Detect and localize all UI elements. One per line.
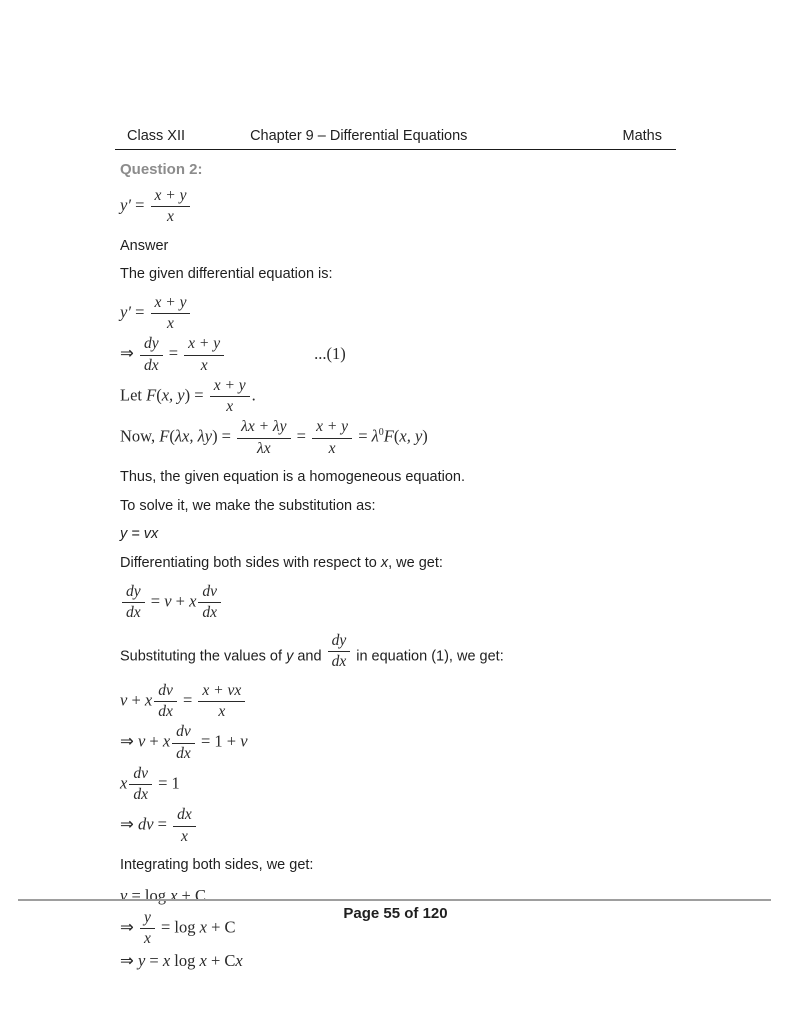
text-run: + C bbox=[177, 885, 206, 905]
text-paragraph bbox=[120, 857, 691, 874]
text-run: v bbox=[137, 731, 146, 751]
text-paragraph bbox=[120, 498, 691, 515]
text-run: = bbox=[130, 195, 149, 215]
text-run: x, y bbox=[399, 427, 423, 447]
fraction: $\frac{\lambda x + \lambda y}{\lambda x}$ bbox=[237, 419, 290, 457]
text-run: = bbox=[130, 302, 149, 322]
text-run: y′ bbox=[120, 302, 131, 322]
text-paragraph bbox=[120, 555, 691, 572]
text-run: x bbox=[199, 917, 207, 937]
math-line bbox=[120, 188, 691, 226]
fraction: $\frac{dv}{dx}$ bbox=[198, 584, 221, 622]
text-run: = bbox=[164, 343, 183, 363]
text-run: x, y bbox=[161, 385, 185, 405]
text-run: λ bbox=[371, 427, 379, 447]
math-line bbox=[120, 683, 691, 721]
math-line bbox=[120, 724, 691, 762]
fraction: $\frac{x + y}{x}$ bbox=[312, 419, 352, 457]
text-run: ⇒ bbox=[120, 814, 138, 834]
fraction: $\frac{dy}{dx}$ bbox=[328, 633, 351, 671]
text-run: y bbox=[137, 951, 146, 971]
question-content bbox=[120, 157, 691, 975]
text-run: F bbox=[146, 385, 157, 405]
text-run: x bbox=[380, 555, 389, 572]
text-run: y bbox=[286, 648, 294, 665]
text-run: ⇒ bbox=[120, 917, 138, 937]
math-line bbox=[120, 419, 691, 457]
math-line bbox=[120, 807, 691, 845]
text-run: F bbox=[159, 427, 170, 447]
text-paragraph bbox=[120, 526, 691, 543]
fraction: $\frac{x + y}{x}$ bbox=[184, 336, 224, 374]
text-run: log bbox=[170, 951, 200, 971]
text-run: v bbox=[240, 731, 248, 751]
text-run: ( bbox=[156, 385, 162, 405]
text-run: = bbox=[354, 427, 372, 447]
text-paragraph bbox=[120, 633, 691, 671]
text-run: λx, λy bbox=[174, 427, 213, 447]
text-run: = bbox=[292, 427, 311, 447]
math-line bbox=[120, 336, 691, 374]
fraction: $\frac{x + y}{x}$ bbox=[151, 295, 191, 333]
fraction: $\frac{dx}{x}$ bbox=[173, 807, 196, 845]
text-paragraph bbox=[120, 469, 691, 486]
text-paragraph bbox=[120, 266, 691, 283]
math-line bbox=[120, 766, 691, 804]
text-run: x bbox=[162, 951, 171, 971]
text-run: Integrating both sides, we get: bbox=[120, 856, 314, 873]
text-run: + bbox=[145, 731, 163, 751]
text-run: x bbox=[235, 951, 243, 971]
equation-number: ...(1) bbox=[314, 343, 346, 363]
text-run: Substituting the values of bbox=[120, 648, 287, 665]
text-run: ) = bbox=[212, 427, 236, 447]
text-run: F bbox=[383, 427, 394, 447]
text-run: + C bbox=[206, 951, 236, 971]
text-run: + C bbox=[206, 917, 236, 937]
text-run: To solve it, we make the substitution as: bbox=[120, 497, 376, 514]
text-run: x bbox=[162, 731, 171, 751]
text-run: ⇒ bbox=[120, 343, 138, 363]
text-run: ⇒ bbox=[120, 951, 138, 971]
text-run: , we get: bbox=[388, 555, 443, 572]
text-run: Differentiating both sides with respect to bbox=[120, 555, 381, 572]
footer-divider bbox=[18, 899, 771, 901]
text-run: = 1 + bbox=[196, 731, 241, 751]
text-run: Answer bbox=[120, 237, 169, 254]
text-run: dv bbox=[137, 814, 154, 834]
math-line bbox=[120, 886, 691, 906]
text-run: v bbox=[120, 885, 128, 905]
text-run: Let bbox=[120, 385, 147, 405]
text-run: x bbox=[120, 773, 128, 793]
header-class-label: Class XII bbox=[127, 128, 186, 144]
superscript: 0 bbox=[378, 427, 384, 439]
math-line bbox=[120, 295, 691, 333]
text-run: and bbox=[293, 648, 326, 665]
text-run: x bbox=[189, 591, 197, 611]
fraction: $\frac{x + y}{x}$ bbox=[151, 188, 191, 226]
header-chapter-title: Chapter 9 – Differential Equations bbox=[250, 128, 468, 144]
text-run: Thus, the given equation is a homogeneous equation. bbox=[120, 469, 466, 485]
text-run: + bbox=[171, 591, 190, 611]
fraction: $\frac{dv}{dx}$ bbox=[154, 683, 177, 721]
text-run: = log bbox=[127, 885, 171, 905]
text-run: x bbox=[144, 690, 153, 710]
page-number: Page 55 of 120 bbox=[343, 905, 448, 922]
text-run: v bbox=[120, 690, 128, 710]
math-line bbox=[120, 951, 691, 971]
math-line bbox=[120, 584, 691, 622]
text-run: + bbox=[127, 690, 145, 710]
text-run: ( bbox=[393, 427, 400, 447]
text-run: = bbox=[153, 814, 172, 834]
text-run: = bbox=[178, 690, 197, 710]
fraction: $\frac{x + vx}{x}$ bbox=[198, 683, 245, 721]
text-run: in equation (1), we get: bbox=[352, 648, 504, 665]
text-run: ( bbox=[169, 427, 175, 447]
fraction: $\frac{dv}{dx}$ bbox=[129, 766, 152, 804]
fraction: $\frac{dv}{dx}$ bbox=[172, 724, 195, 762]
text-run: ⇒ bbox=[120, 731, 138, 751]
question-label: Question 2: bbox=[120, 161, 203, 178]
text-run: ) bbox=[422, 427, 428, 447]
math-line bbox=[120, 378, 691, 416]
page-header bbox=[115, 128, 676, 150]
text-run: The given differential equation is: bbox=[120, 266, 333, 283]
text-run: y = vx bbox=[120, 526, 159, 543]
text-run: . bbox=[251, 385, 256, 405]
text-run: x bbox=[170, 885, 178, 905]
text-run: y′ bbox=[120, 195, 131, 215]
fraction: $\frac{dy}{dx}$ bbox=[122, 584, 145, 622]
text-run: v bbox=[164, 591, 172, 611]
answer-blocks bbox=[120, 188, 691, 971]
header-subject-label: Maths bbox=[622, 128, 662, 144]
text-run: = bbox=[145, 951, 163, 971]
fraction: $\frac{dy}{dx}$ bbox=[140, 336, 163, 374]
fraction: $\frac{x + y}{x}$ bbox=[210, 378, 250, 416]
text-run: ) = bbox=[184, 385, 208, 405]
text-run: x bbox=[199, 951, 207, 971]
text-paragraph bbox=[120, 238, 691, 255]
fraction: $\frac{y}{x}$ bbox=[140, 910, 155, 948]
text-run: = bbox=[146, 591, 165, 611]
text-run: = 1 bbox=[153, 773, 180, 793]
text-run: Now, bbox=[120, 427, 160, 447]
text-run: = log bbox=[156, 917, 200, 937]
